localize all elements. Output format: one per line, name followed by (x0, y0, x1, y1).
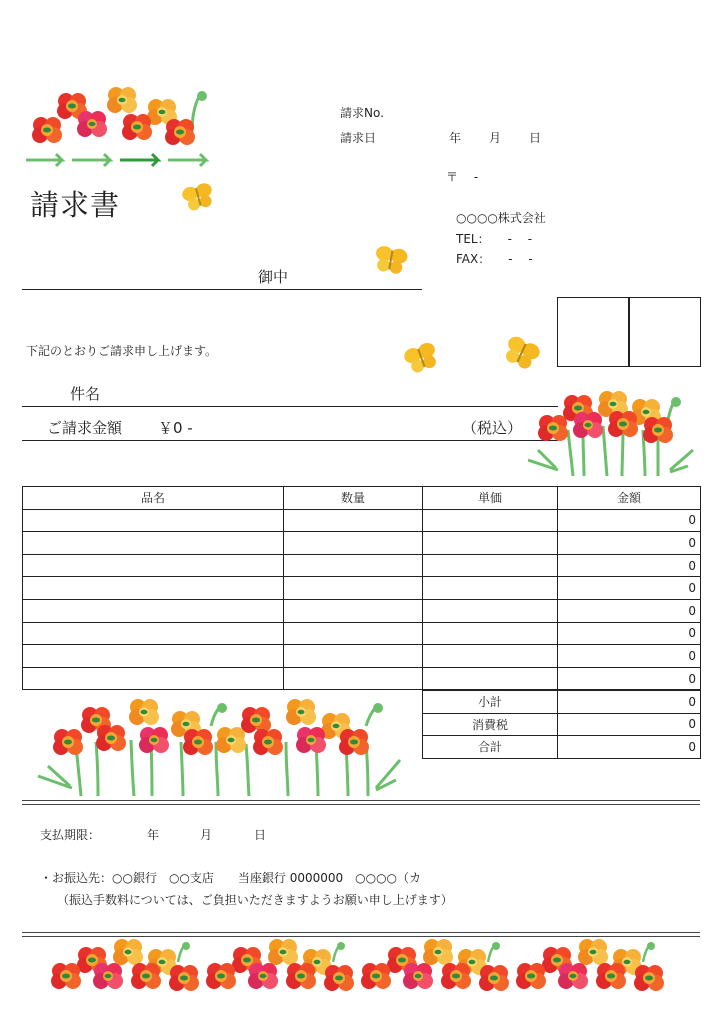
flower-cluster-top-left-icon (22, 82, 212, 174)
total-row (423, 736, 701, 759)
table-row (23, 622, 701, 645)
postal-code: 〒 - (446, 170, 479, 184)
invoice-date-year: 年 (449, 131, 462, 145)
cell-quantity[interactable] (284, 599, 423, 622)
subtotal-label: 小計 (423, 691, 558, 714)
total-value: 0 (558, 736, 701, 759)
payment-due-label: 支払期限： (40, 828, 101, 842)
table-row (23, 554, 701, 577)
table-row (23, 667, 701, 690)
amount-underline (22, 440, 558, 441)
cell-amount: 0 (558, 622, 701, 645)
cell-quantity[interactable] (284, 577, 423, 600)
cell-unit-price[interactable] (423, 622, 558, 645)
payment-due-month: 月 (200, 828, 213, 842)
column-header-unit-price: 単価 (423, 487, 558, 510)
cell-unit-price[interactable] (423, 532, 558, 555)
items-table (22, 486, 701, 690)
butterfly-icon (402, 338, 440, 376)
cell-unit-price[interactable] (423, 509, 558, 532)
invoice-no-label: 請求No. (340, 106, 384, 120)
payment-due-year: 年 (147, 828, 160, 842)
cell-quantity[interactable] (284, 554, 423, 577)
total-label: 合計 (423, 736, 558, 759)
cell-amount: 0 (558, 577, 701, 600)
table-row (23, 577, 701, 600)
tax-row (423, 713, 701, 736)
column-header-amount: 金額 (558, 487, 701, 510)
subject-underline (22, 406, 558, 407)
cell-amount: 0 (558, 509, 701, 532)
subject-label: 件名 (70, 385, 101, 403)
cell-amount: 0 (558, 599, 701, 622)
column-header-item: 品名 (23, 487, 284, 510)
subtotal-value: 0 (558, 691, 701, 714)
cell-quantity[interactable] (284, 532, 423, 555)
table-row (23, 532, 701, 555)
cell-item[interactable] (23, 509, 284, 532)
tax-label: 消費税 (423, 713, 558, 736)
section-divider-bottom (22, 932, 700, 937)
invoice-date-label: 請求日 (340, 131, 377, 145)
flower-cluster-bottom-left-icon (36, 696, 406, 800)
column-header-quantity: 数量 (284, 487, 423, 510)
cell-quantity[interactable] (284, 622, 423, 645)
cell-unit-price[interactable] (423, 645, 558, 668)
table-header-row (23, 487, 701, 510)
tax-value: 0 (558, 713, 701, 736)
invoice-date-month: 月 (489, 131, 502, 145)
amount-label: ご請求金額 (47, 419, 123, 437)
flower-cluster-right-icon (528, 390, 698, 478)
subtotal-row (423, 691, 701, 714)
recipient-suffix: 御中 (258, 268, 289, 286)
transfer-fee-note: （振込手数料については、ご負担いただきますようお願い申し上げます） (57, 893, 453, 907)
cell-amount: 0 (558, 532, 701, 555)
cell-quantity[interactable] (284, 667, 423, 690)
amount-value: ￥0 - (158, 419, 193, 437)
cell-item[interactable] (23, 645, 284, 668)
butterfly-icon (502, 332, 542, 372)
butterfly-icon (180, 178, 216, 214)
cell-quantity[interactable] (284, 509, 423, 532)
cell-amount: 0 (558, 554, 701, 577)
invoice-date-day: 日 (529, 131, 542, 145)
intro-text: 下記のとおりご請求申し上げます。 (26, 344, 218, 358)
section-divider-top (22, 800, 700, 805)
table-row (23, 509, 701, 532)
totals-table (422, 690, 701, 759)
cell-unit-price[interactable] (423, 667, 558, 690)
cell-quantity[interactable] (284, 645, 423, 668)
cell-amount: 0 (558, 667, 701, 690)
stamp-box-right (628, 297, 701, 367)
cell-item[interactable] (23, 599, 284, 622)
cell-item[interactable] (23, 532, 284, 555)
cell-item[interactable] (23, 622, 284, 645)
issuer-company: ○○○○株式会社 (456, 211, 546, 225)
issuer-tel: TEL： - - (456, 232, 533, 246)
bank-transfer-info: ・お振込先：○○銀行 ○○支店 当座銀行 0000000 ○○○○（カ (40, 871, 422, 885)
document-title: 請求書 (30, 188, 121, 222)
cell-unit-price[interactable] (423, 599, 558, 622)
stamp-box-left (557, 297, 630, 367)
cell-item[interactable] (23, 667, 284, 690)
flower-border-bottom-icon (50, 938, 670, 998)
table-row (23, 645, 701, 668)
cell-unit-price[interactable] (423, 577, 558, 600)
cell-item[interactable] (23, 554, 284, 577)
cell-item[interactable] (23, 577, 284, 600)
butterfly-icon (372, 240, 410, 278)
payment-due-day: 日 (254, 828, 267, 842)
recipient-underline (22, 289, 422, 290)
issuer-fax: FAX： - - (456, 252, 533, 266)
table-row (23, 599, 701, 622)
tax-included-note: （税込） (462, 419, 523, 437)
cell-amount: 0 (558, 645, 701, 668)
cell-unit-price[interactable] (423, 554, 558, 577)
